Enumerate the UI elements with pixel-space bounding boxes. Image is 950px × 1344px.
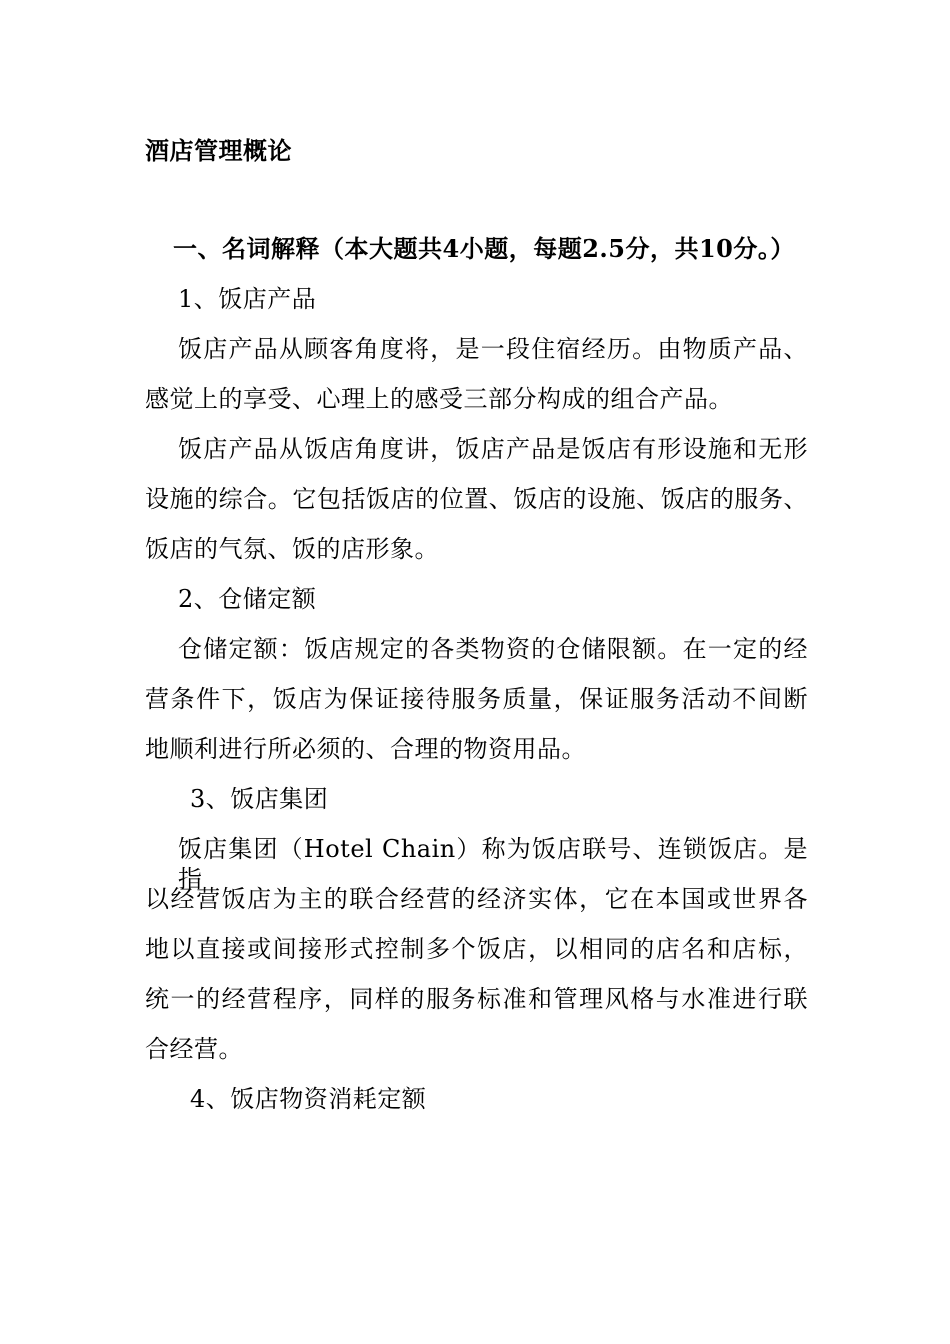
term-1-line-5: 饭店的气氛、饭的店形象。 [145,535,439,563]
term-heading-1: 1、饭店产品 [178,285,317,313]
term-heading-4: 4、饭店物资消耗定额 [190,1085,427,1113]
term-1-line-2: 感觉上的享受、心理上的感受三部分构成的组合产品。 [145,385,733,413]
term-3-line-4: 统一的经营程序，同样的服务标准和管理风格与水准进行联 [145,985,808,1013]
term-heading-3: 3、饭店集团 [190,785,329,813]
term-heading-2: 2、仓储定额 [178,585,317,613]
document-title: 酒店管理概论 [145,136,292,165]
term-2-line-3: 地顺利进行所必须的、合理的物资用品。 [145,735,586,763]
term-3-line-3: 地以直接或间接形式控制多个饭店，以相同的店名和店标， [145,935,808,963]
term-3-line-2: 以经营饭店为主的联合经营的经济实体，它在本国或世界各 [145,885,808,913]
term-3-line-1: 饭店集团（Hotel Chain）称为饭店联号、连锁饭店。是指 [178,835,808,893]
term-1-line-1: 饭店产品从顾客角度将，是一段住宿经历。由物质产品、 [178,335,808,363]
section-heading: 一、名词解释（本大题共4小题，每题2.5分，共10分。） [173,234,795,263]
term-3-line-5: 合经营。 [145,1035,243,1063]
term-1-line-4: 设施的综合。它包括饭店的位置、饭店的设施、饭店的服务、 [145,485,808,513]
term-2-line-1: 仓储定额：饭店规定的各类物资的仓储限额。在一定的经 [178,635,808,663]
term-2-line-2: 营条件下，饭店为保证接待服务质量，保证服务活动不间断 [145,685,808,713]
term-1-line-3: 饭店产品从饭店角度讲，饭店产品是饭店有形设施和无形 [178,435,808,463]
